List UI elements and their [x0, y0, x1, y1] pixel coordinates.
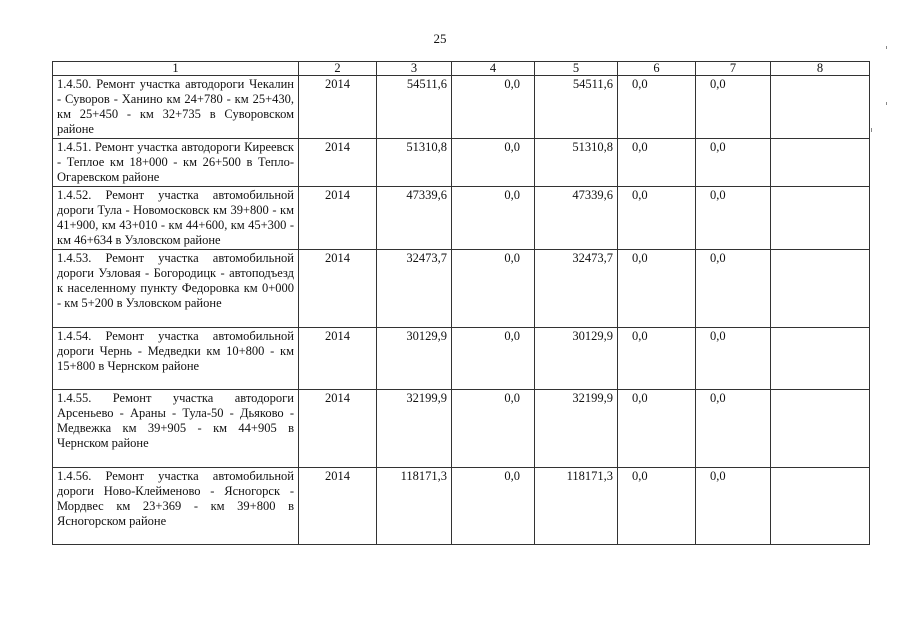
row-col3-value: 32199,9 — [377, 390, 452, 468]
row-col5-value: 47339,6 — [535, 187, 618, 250]
header-row — [53, 62, 870, 76]
row-year: 2014 — [299, 76, 377, 139]
row-year: 2014 — [299, 390, 377, 468]
row-col3-value: 51310,8 — [377, 139, 452, 187]
table-row — [53, 328, 870, 390]
row-col6-value: 0,0 — [618, 328, 696, 390]
row-col5-value: 32473,7 — [535, 250, 618, 328]
page-number: 25 — [433, 31, 447, 46]
row-col6-value: 0,0 — [618, 187, 696, 250]
row-description: 1.4.50. Ремонт участка автодороги Чекалин - Суворов - Ханино км 24+780 - км 25+430, км 25+450 - км 32+735 в Суворовском районе — [53, 76, 299, 139]
row-col5-value: 30129,9 — [535, 328, 618, 390]
column-header-3: 3 — [377, 62, 452, 76]
row-col7-value: 0,0 — [696, 76, 771, 139]
table-row — [53, 250, 870, 328]
row-col7-value: 0,0 — [696, 139, 771, 187]
scan-mark — [886, 102, 887, 105]
row-col4-value: 0,0 — [452, 76, 535, 139]
table-header — [53, 62, 870, 76]
row-col6-value: 0,0 — [618, 468, 696, 545]
row-description: 1.4.56. Ремонт участка автомобильной дороги Ново-Клейменово - Ясногорск - Мордвес км 23+369 - км 39+800 в Ясногорском районе — [53, 468, 299, 545]
table-row — [53, 390, 870, 468]
row-col3-value: 47339,6 — [377, 187, 452, 250]
row-col8-value — [771, 250, 870, 328]
row-col7-value: 0,0 — [696, 187, 771, 250]
row-year: 2014 — [299, 139, 377, 187]
row-col4-value: 0,0 — [452, 468, 535, 545]
row-col8-value — [771, 468, 870, 545]
row-description: 1.4.54. Ремонт участка автомобильной дороги Чернь - Медведки км 10+800 - км 15+800 в Чернском районе — [53, 328, 299, 390]
row-col3-value: 30129,9 — [377, 328, 452, 390]
table-row — [53, 139, 870, 187]
row-year: 2014 — [299, 328, 377, 390]
row-col5-value: 54511,6 — [535, 76, 618, 139]
row-col4-value: 0,0 — [452, 139, 535, 187]
row-col8-value — [771, 328, 870, 390]
column-header-7: 7 — [696, 62, 771, 76]
row-year: 2014 — [299, 468, 377, 545]
row-col8-value — [771, 390, 870, 468]
column-header-5: 5 — [535, 62, 618, 76]
row-col4-value: 0,0 — [452, 187, 535, 250]
row-year: 2014 — [299, 187, 377, 250]
row-col4-value: 0,0 — [452, 250, 535, 328]
table-row — [53, 468, 870, 545]
row-description: 1.4.53. Ремонт участка автомобильной дороги Узловая - Богородицк - автоподъезд к населенному пункту Федоровка км 0+000 - км 5+200 в Узловском районе — [53, 250, 299, 328]
row-col8-value — [771, 139, 870, 187]
column-header-4: 4 — [452, 62, 535, 76]
scan-mark — [871, 128, 872, 132]
row-col5-value: 32199,9 — [535, 390, 618, 468]
row-col6-value: 0,0 — [618, 250, 696, 328]
table-body — [53, 76, 870, 545]
table-row — [53, 76, 870, 139]
row-col3-value: 118171,3 — [377, 468, 452, 545]
row-col7-value: 0,0 — [696, 328, 771, 390]
row-col5-value: 51310,8 — [535, 139, 618, 187]
row-col7-value: 0,0 — [696, 468, 771, 545]
row-col7-value: 0,0 — [696, 390, 771, 468]
row-description: 1.4.55. Ремонт участка автодороги Арсеньево - Араны - Тула-50 - Дьяково - Медвежка км 39+905 - км 44+905 в Чернском районе — [53, 390, 299, 468]
budget-table — [52, 61, 870, 545]
table-row — [53, 187, 870, 250]
column-header-1: 1 — [53, 62, 299, 76]
row-col8-value — [771, 76, 870, 139]
row-col3-value: 32473,7 — [377, 250, 452, 328]
column-header-8: 8 — [771, 62, 870, 76]
row-col3-value: 54511,6 — [377, 76, 452, 139]
row-col5-value: 118171,3 — [535, 468, 618, 545]
row-col6-value: 0,0 — [618, 76, 696, 139]
row-description: 1.4.52. Ремонт участка автомобильной дороги Тула - Новомосковск км 39+800 - км 41+900, км 43+010 - км 44+600, км 45+300 - км 46+634 в Узловском районе — [53, 187, 299, 250]
row-col7-value: 0,0 — [696, 250, 771, 328]
row-col6-value: 0,0 — [618, 390, 696, 468]
scan-mark — [886, 46, 887, 49]
column-header-6: 6 — [618, 62, 696, 76]
row-description: 1.4.51. Ремонт участка автодороги Киреевск - Теплое км 18+000 - км 26+500 в Тепло-Огаревском районе — [53, 139, 299, 187]
row-col6-value: 0,0 — [618, 139, 696, 187]
column-header-2: 2 — [299, 62, 377, 76]
row-col4-value: 0,0 — [452, 390, 535, 468]
row-col8-value — [771, 187, 870, 250]
row-col4-value: 0,0 — [452, 328, 535, 390]
row-year: 2014 — [299, 250, 377, 328]
